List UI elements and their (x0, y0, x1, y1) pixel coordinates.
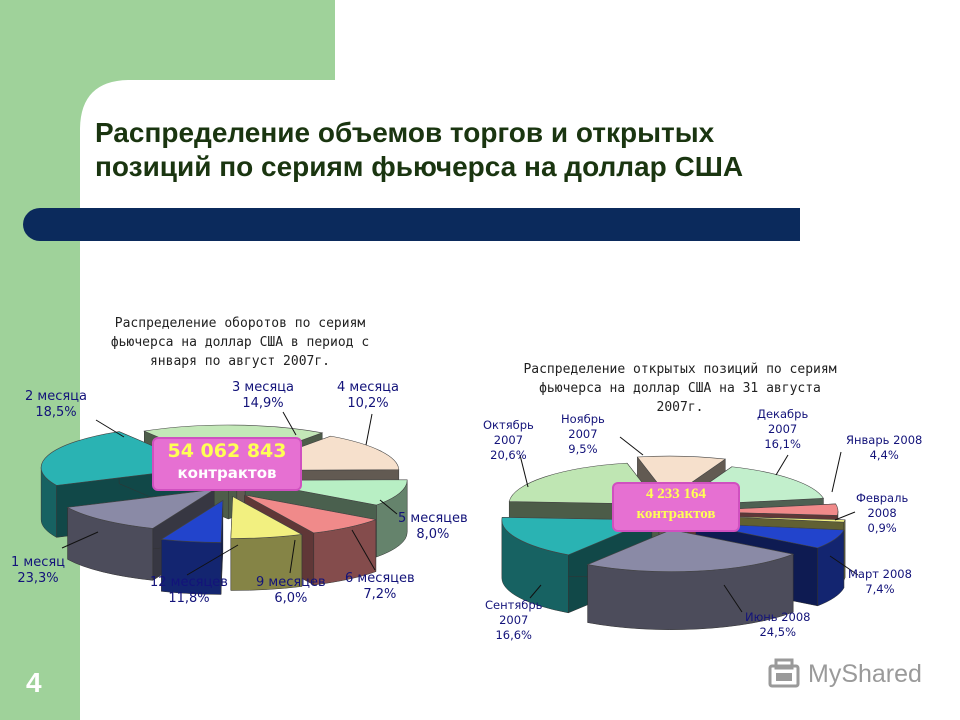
chart1-slice-label (256, 575, 326, 607)
chart2-title-line: фьючерса на доллар США на 31 августа (539, 381, 821, 396)
slice-percent: 0,9% (867, 521, 897, 535)
chart1-title-line: Распределение оборотов по сериям (114, 316, 366, 331)
slice-name: 4 месяца (337, 380, 399, 395)
chart1-slice-label (11, 555, 65, 587)
chart2-title-line: Распределение открытых позиций по сериям (523, 362, 837, 377)
slice-name-line: Ноябрь (561, 412, 605, 426)
slice-name: Март 2008 (848, 567, 912, 581)
chart2-slice-label (846, 433, 922, 463)
slice-name-line: Декабрь (757, 407, 809, 421)
slice-percent: 7,4% (865, 582, 895, 596)
slice-name: Июнь 2008 (745, 610, 811, 624)
watermark-logo-icon (768, 658, 802, 690)
chart1-total-unit: контрактов (177, 464, 277, 482)
slice-name-line: 2007 (493, 433, 524, 447)
chart1-title-line: января по август 2007г. (149, 354, 330, 369)
chart2-leader-line (776, 455, 788, 475)
slice-name-line: 2007 (499, 613, 529, 627)
page-title-line: позиций по сериям фьючерса на доллар США (95, 151, 744, 182)
chart2-slice-label (485, 598, 542, 643)
slice-name-line: Февраль (856, 491, 909, 505)
chart1-slice-label (337, 380, 399, 412)
chart2-slice-label (745, 610, 811, 640)
chart2-title-line: 2007г. (656, 400, 704, 415)
slice-name: 9 месяцев (256, 575, 326, 590)
slice-percent: 6,0% (274, 591, 308, 606)
slice-name-line: 2008 (867, 506, 897, 520)
chart2-slice-label (757, 407, 808, 452)
chart2-total-value: 4 233 164 (646, 486, 706, 502)
chart2-slice-label (483, 418, 534, 463)
slice-percent: 20,6% (490, 448, 527, 462)
slice-name: Январь 2008 (846, 433, 923, 447)
slice-percent: 24,5% (759, 625, 797, 639)
chart2-slice-label (856, 491, 908, 536)
slice-name: 12 месяцев (150, 575, 228, 590)
chart1-slice-label (345, 571, 415, 603)
slice-name: 5 месяцев (398, 511, 468, 526)
slice-percent: 9,5% (568, 442, 598, 456)
slice-percent: 8,0% (416, 527, 450, 542)
chart2-leader-line (620, 437, 643, 455)
slide-number: 4 (26, 667, 42, 698)
slice-name-line: Сентябрь (485, 598, 543, 612)
slice-name-line: 2007 (568, 427, 598, 441)
slice-percent: 10,2% (347, 396, 389, 411)
chart1-slice-label (232, 380, 294, 412)
slice-percent: 16,6% (495, 628, 532, 642)
chart1-total-value: 54 062 843 (167, 440, 287, 462)
slice-percent: 18,5% (35, 405, 77, 420)
page-title-line: Распределение объемов торгов и открытых (95, 117, 715, 148)
slice-percent: 16,1% (764, 437, 801, 451)
watermark-text: MyShared (808, 659, 922, 688)
watermark (768, 656, 922, 692)
chart2-total-unit: контрактов (636, 506, 716, 522)
chart2-leader-line (832, 452, 841, 492)
chart2-slice-label (561, 412, 605, 457)
chart1-title-line: фьючерса на доллар США в период с (110, 335, 370, 350)
slice-name: 3 месяца (232, 380, 294, 395)
slice-percent: 14,9% (242, 396, 284, 411)
chart1-slice-label (150, 575, 228, 607)
slice-percent: 11,8% (168, 591, 210, 606)
slice-percent: 23,3% (17, 571, 59, 586)
slice-percent: 4,4% (869, 448, 899, 462)
slice-name: 6 месяцев (345, 571, 415, 586)
slice-name-line: Октябрь (483, 418, 534, 432)
chart1-slice-label (398, 511, 468, 543)
slice-name: 1 месяц (11, 555, 66, 570)
chart2-slice-label (848, 567, 912, 597)
slice-name-line: 2007 (767, 422, 798, 436)
chart1-slice-label (25, 389, 87, 421)
slice-percent: 7,2% (363, 587, 397, 602)
slice-name: 2 месяца (25, 389, 87, 404)
chart2-total-box (612, 482, 740, 532)
chart1-total-box (152, 437, 302, 491)
